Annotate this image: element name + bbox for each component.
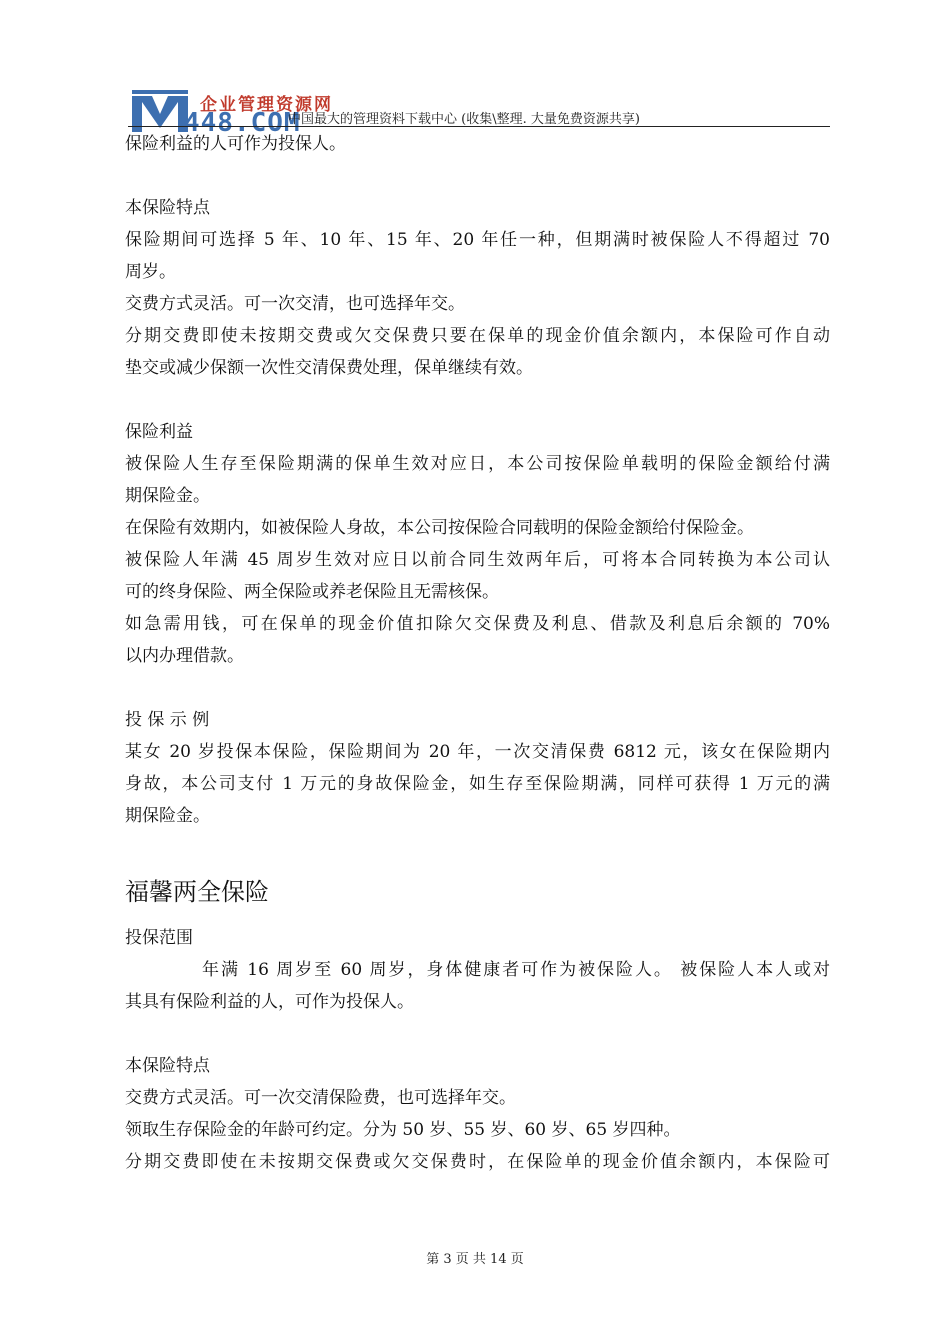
paragraph-line: 垫交或减少保额一次性交清保费处理，保单继续有效。 <box>125 358 533 378</box>
paragraph-line: 年满 16 周岁至 60 周岁，身体健康者可作为被保险人。 被保险人本人或对 <box>202 960 830 980</box>
paragraph-line: 被保险人年满 45 周岁生效对应日以前合同生效两年后，可将本合同转换为本公司认 <box>125 550 830 570</box>
logo-number: 448.COM <box>184 108 301 138</box>
page-footer: 第 3 页 共 14 页 <box>426 1252 524 1267</box>
paragraph: 交费方式灵活。可一次交清，也可选择年交。 <box>125 294 465 314</box>
document-body <box>125 128 830 1178</box>
paragraph-line: 期保险金。 <box>125 486 210 506</box>
paragraph-line: 某女 20 岁投保本保险，保险期间为 20 年，一次交清保费 6812 元，该女在保险期内 <box>125 742 830 762</box>
paragraph-line: 期保险金。 <box>125 806 210 826</box>
paragraph-line: 以内办理借款。 <box>125 646 244 666</box>
paragraph-line: 周岁。 <box>125 262 176 282</box>
paragraph: 交费方式灵活。可一次交清保险费，也可选择年交。 <box>125 1088 516 1108</box>
paragraph-line: 其具有保险利益的人，可作为投保人。 <box>125 992 414 1012</box>
logo-text: 企业管理资源网 <box>200 95 333 115</box>
section-heading: 保险利益 <box>125 422 193 442</box>
paragraph: 分期交费即使在未按期交保费或欠交保费时，在保险单的现金价值余额内，本保险可 <box>125 1152 830 1172</box>
header-divider <box>128 126 830 127</box>
spacer <box>125 160 830 192</box>
paragraph-line: 可的终身保险、两全保险或养老保险且无需核保。 <box>125 582 499 602</box>
section-heading: 本保险特点 <box>125 1056 210 1076</box>
spacer <box>125 672 830 704</box>
spacer <box>125 832 830 864</box>
product-title: 福馨两全保险 <box>125 878 269 906</box>
spacer <box>125 384 830 416</box>
paragraph: 保险利益的人可作为投保人。 <box>125 134 346 154</box>
paragraph: 在保险有效期内，如被保险人身故，本公司按保险合同载明的保险金额给付保险金。 <box>125 518 754 538</box>
spacer <box>125 1018 830 1050</box>
paragraph-line: 如急需用钱，可在保单的现金价值扣除欠交保费及利息、借款及利息后余额的 70% <box>125 614 830 634</box>
paragraph-line: 分期交费即使未按期交费或欠交保费只要在保单的现金价值余额内，本保险可作自动 <box>125 326 830 346</box>
paragraph-line: 被保险人生存至保险期满的保单生效对应日，本公司按保险单载明的保险金额给付满 <box>125 454 830 474</box>
paragraph-line: 身故，本公司支付 1 万元的身故保险金，如生存至保险期满，同样可获得 1 万元的满 <box>125 774 830 794</box>
header-tagline: 中国最大的管理资料下载中心 (收集\整理. 大量免费资源共享) <box>288 112 640 127</box>
section-heading: 本保险特点 <box>125 198 210 218</box>
section-heading: 投 保 示 例 <box>125 710 210 730</box>
paragraph: 领取生存保险金的年龄可约定。分为 50 岁、55 岁、60 岁、65 岁四种。 <box>125 1120 681 1140</box>
section-heading: 投保范围 <box>125 928 193 948</box>
paragraph-line: 保险期间可选择 5 年、10 年、15 年、20 年任一种，但期满时被保险人不得超过 70 <box>125 230 830 250</box>
